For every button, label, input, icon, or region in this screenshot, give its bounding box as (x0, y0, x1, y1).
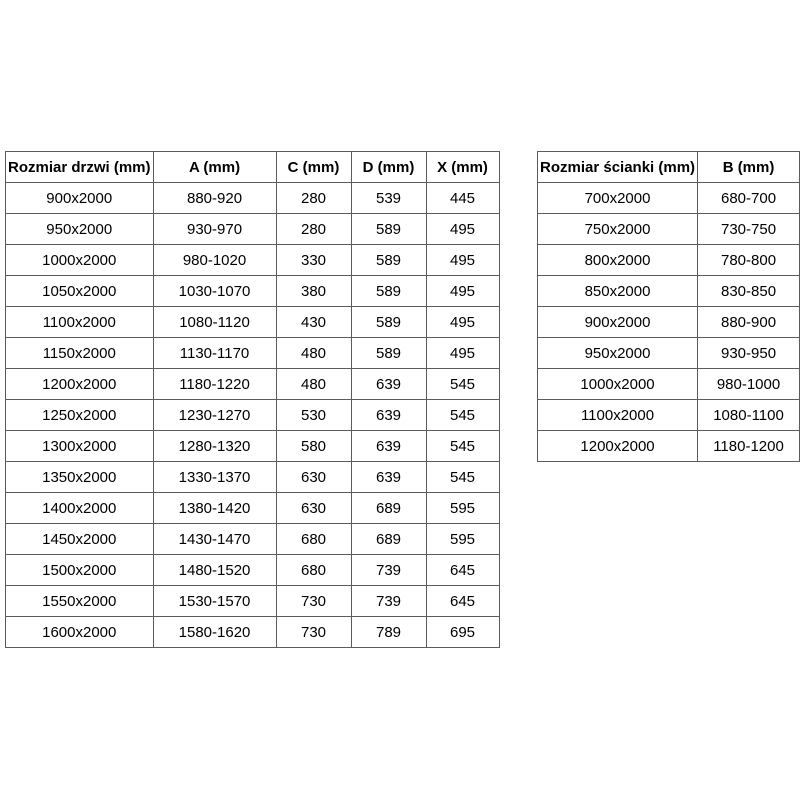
table-cell: 1130-1170 (153, 338, 276, 369)
table-cell: 1100x2000 (6, 307, 154, 338)
table-cell: 589 (351, 276, 426, 307)
table-cell: 495 (426, 338, 499, 369)
table-row (6, 555, 500, 586)
table-cell: 480 (276, 369, 351, 400)
table-cell: 380 (276, 276, 351, 307)
table-cell: 900x2000 (538, 307, 698, 338)
table-cell: 980-1020 (153, 245, 276, 276)
table-cell: 589 (351, 307, 426, 338)
table-cell: 1600x2000 (6, 617, 154, 648)
header-cell: C (mm) (276, 152, 351, 183)
table-cell: 645 (426, 555, 499, 586)
table-cell: 1430-1470 (153, 524, 276, 555)
table-cell: 639 (351, 369, 426, 400)
table-cell: 1200x2000 (538, 431, 698, 462)
table-cell: 1150x2000 (6, 338, 154, 369)
header-cell: X (mm) (426, 152, 499, 183)
wall-panel-size-table-container (537, 151, 800, 462)
table-cell: 1050x2000 (6, 276, 154, 307)
table-cell: 880-920 (153, 183, 276, 214)
table-cell: 1500x2000 (6, 555, 154, 586)
table-cell: 750x2000 (538, 214, 698, 245)
table-cell: 589 (351, 214, 426, 245)
table-row (538, 214, 800, 245)
table-cell: 680 (276, 524, 351, 555)
table-cell: 495 (426, 276, 499, 307)
table-cell: 980-1000 (698, 369, 800, 400)
table-cell: 1080-1120 (153, 307, 276, 338)
table-cell: 545 (426, 400, 499, 431)
table-cell: 495 (426, 214, 499, 245)
table-cell: 630 (276, 493, 351, 524)
table-row (538, 307, 800, 338)
table-row (6, 276, 500, 307)
table-cell: 1200x2000 (6, 369, 154, 400)
table-cell: 595 (426, 524, 499, 555)
table-cell: 1350x2000 (6, 462, 154, 493)
table-cell: 595 (426, 493, 499, 524)
table-cell: 730 (276, 617, 351, 648)
table-cell: 539 (351, 183, 426, 214)
table-cell: 639 (351, 400, 426, 431)
table-row (538, 276, 800, 307)
table-cell: 589 (351, 245, 426, 276)
table-row (6, 214, 500, 245)
table-cell: 739 (351, 586, 426, 617)
table-cell: 1550x2000 (6, 586, 154, 617)
table-cell: 545 (426, 431, 499, 462)
table-cell: 1080-1100 (698, 400, 800, 431)
table-cell: 280 (276, 214, 351, 245)
table-cell: 730-750 (698, 214, 800, 245)
wall-panel-size-table-header-row (538, 152, 800, 183)
table-cell: 1330-1370 (153, 462, 276, 493)
table-row (6, 431, 500, 462)
table-cell: 730 (276, 586, 351, 617)
table-cell: 1480-1520 (153, 555, 276, 586)
table-cell: 680 (276, 555, 351, 586)
table-row (538, 400, 800, 431)
table-cell: 545 (426, 462, 499, 493)
table-cell: 695 (426, 617, 499, 648)
table-row (538, 369, 800, 400)
table-cell: 639 (351, 431, 426, 462)
table-cell: 1180-1220 (153, 369, 276, 400)
table-cell: 639 (351, 462, 426, 493)
header-cell: Rozmiar drzwi (mm) (6, 152, 154, 183)
table-cell: 1450x2000 (6, 524, 154, 555)
table-cell: 480 (276, 338, 351, 369)
table-cell: 1280-1320 (153, 431, 276, 462)
table-cell: 495 (426, 245, 499, 276)
table-cell: 689 (351, 524, 426, 555)
table-cell: 930-970 (153, 214, 276, 245)
table-cell: 1380-1420 (153, 493, 276, 524)
table-row (6, 369, 500, 400)
table-cell: 1250x2000 (6, 400, 154, 431)
door-size-table (5, 151, 500, 648)
table-cell: 850x2000 (538, 276, 698, 307)
table-cell: 700x2000 (538, 183, 698, 214)
table-row (538, 431, 800, 462)
table-cell: 1300x2000 (6, 431, 154, 462)
table-cell: 950x2000 (6, 214, 154, 245)
wall-panel-size-table (537, 151, 800, 462)
header-cell: Rozmiar ścianki (mm) (538, 152, 698, 183)
door-size-table-header-row (6, 152, 500, 183)
table-row (6, 400, 500, 431)
table-row (538, 245, 800, 276)
table-cell: 630 (276, 462, 351, 493)
table-cell: 880-900 (698, 307, 800, 338)
table-cell: 789 (351, 617, 426, 648)
table-cell: 545 (426, 369, 499, 400)
table-cell: 330 (276, 245, 351, 276)
table-cell: 430 (276, 307, 351, 338)
table-row (6, 338, 500, 369)
table-row (538, 338, 800, 369)
table-cell: 800x2000 (538, 245, 698, 276)
table-cell: 780-800 (698, 245, 800, 276)
table-cell: 1000x2000 (538, 369, 698, 400)
table-cell: 1230-1270 (153, 400, 276, 431)
table-cell: 1180-1200 (698, 431, 800, 462)
table-cell: 495 (426, 307, 499, 338)
table-cell: 589 (351, 338, 426, 369)
table-cell: 580 (276, 431, 351, 462)
header-cell: A (mm) (153, 152, 276, 183)
table-row (6, 586, 500, 617)
table-row (6, 524, 500, 555)
table-cell: 1030-1070 (153, 276, 276, 307)
table-cell: 900x2000 (6, 183, 154, 214)
table-cell: 1100x2000 (538, 400, 698, 431)
table-cell: 1580-1620 (153, 617, 276, 648)
table-cell: 739 (351, 555, 426, 586)
table-cell: 280 (276, 183, 351, 214)
table-cell: 445 (426, 183, 499, 214)
header-cell: B (mm) (698, 152, 800, 183)
table-row (6, 183, 500, 214)
table-row (6, 617, 500, 648)
table-cell: 1400x2000 (6, 493, 154, 524)
table-cell: 1530-1570 (153, 586, 276, 617)
table-row (6, 307, 500, 338)
table-row (6, 245, 500, 276)
table-cell: 830-850 (698, 276, 800, 307)
header-cell: D (mm) (351, 152, 426, 183)
table-row (6, 493, 500, 524)
table-cell: 680-700 (698, 183, 800, 214)
table-cell: 689 (351, 493, 426, 524)
table-cell: 950x2000 (538, 338, 698, 369)
table-row (6, 462, 500, 493)
table-cell: 1000x2000 (6, 245, 154, 276)
table-cell: 645 (426, 586, 499, 617)
table-cell: 530 (276, 400, 351, 431)
door-size-table-container (5, 151, 500, 648)
table-cell: 930-950 (698, 338, 800, 369)
table-row (538, 183, 800, 214)
